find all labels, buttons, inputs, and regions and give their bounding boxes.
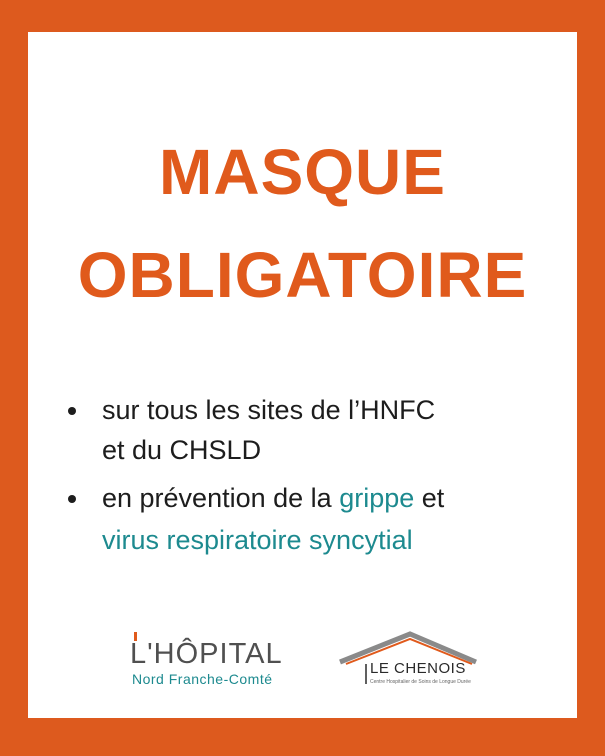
headline-line-2: OBLIGATOIRE: [77, 239, 528, 311]
bullet-1-line-1: sur tous les sites de l’HNFC: [102, 395, 436, 425]
bullet-1-line-2: et du CHSLD: [102, 435, 262, 465]
hopital-logo-subtitle: Nord Franche-Comté: [132, 671, 273, 687]
hopital-logo: [130, 630, 300, 690]
bullet-dot: [68, 495, 76, 503]
headline-line-1: MASQUE: [159, 136, 446, 208]
bullet-2-line-1: [102, 485, 444, 512]
chenois-logo-name: LE CHENOIS: [370, 660, 466, 677]
highlight-grippe: grippe: [339, 483, 415, 513]
hopital-logo-name: L'HÔPITAL: [130, 638, 283, 670]
chenois-logo-tagline: Centre Hospitalier de Soins de Longue Durée: [370, 679, 471, 685]
bullet-2-text-start: en prévention de la: [102, 483, 340, 513]
chenois-logo: [338, 628, 478, 692]
bullet-2-text-end: et: [414, 483, 445, 513]
bullet-dot: [68, 407, 76, 415]
bullet-2-line-2: virus respiratoire syncytial: [102, 525, 413, 555]
